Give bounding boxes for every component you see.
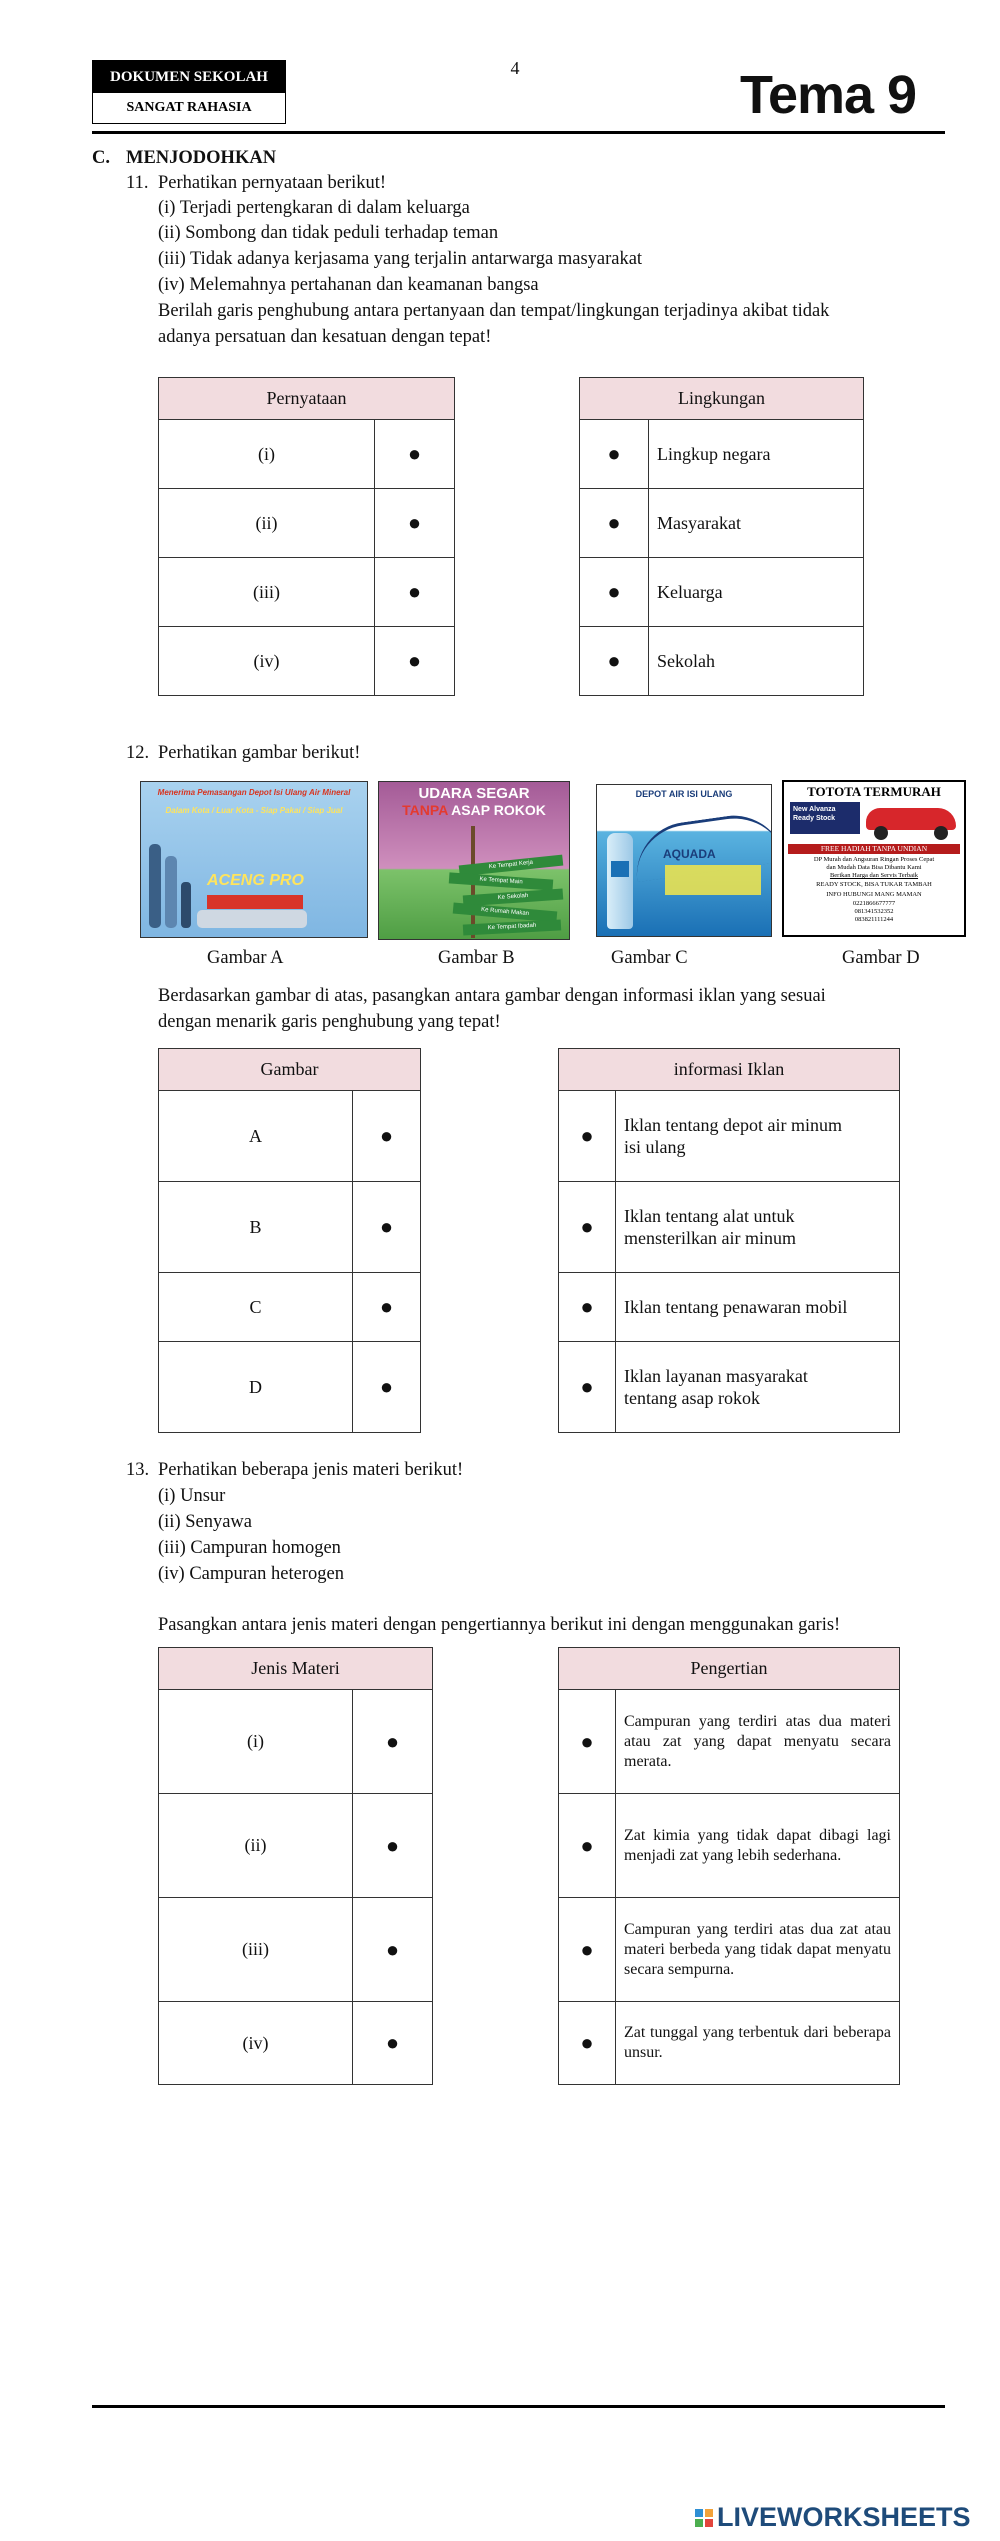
direction-sign: Ke Tempat Kerja [459,855,564,877]
ad-info-cell [616,1182,900,1273]
q11-left-header: Pernyataan [159,378,455,420]
ad-info-cell [616,1342,900,1433]
image-d-line5: READY STOCK, BISA TUKAR TAMBAH [816,881,932,888]
match-dot[interactable]: ● [580,627,649,696]
match-dot[interactable]: ● [375,558,455,627]
filter-parts [197,910,307,928]
section-label: C. [92,148,110,168]
secret-label: SANGAT RAHASIA [126,100,252,115]
match-dot[interactable]: ● [353,1690,433,1794]
definition-cell: Campuran yang terdiri atas dua materi atau zat yang dapat menyatu secara merata. [616,1690,900,1794]
image-d-sub2: Ready Stock [793,815,836,822]
image-a-red-bar [207,895,303,909]
q13-prompt: Perhatikan beberapa jenis materi berikut! [158,1460,464,1480]
match-dot[interactable]: ● [375,489,455,558]
tema-title: Tema 9 [740,65,917,125]
q12-prompt: Perhatikan gambar berikut! [158,743,361,763]
image-d-line1: FREE HADIAH TANPA UNDIAN [788,844,960,854]
match-dot[interactable]: ● [559,1690,616,1794]
match-dot[interactable]: ● [559,1091,616,1182]
image-d-sub1: New Alvanza [793,806,836,813]
liveworksheets-logo[interactable] [695,2502,971,2533]
q11-right-table [579,377,864,696]
image-label-cell: C [159,1273,353,1342]
definition-cell: Zat kimia yang tidak dapat dibagi lagi menjadi zat yang lebih sederhana. [616,1794,900,1898]
doc-label: DOKUMEN SEKOLAH [93,61,285,93]
environment-cell: Masyarakat [649,489,864,558]
q12-left-table [158,1048,421,1433]
match-dot[interactable]: ● [353,1794,433,1898]
q13-right-table [558,1647,900,2085]
liveworksheets-icon [695,2509,713,2527]
image-label-cell: A [159,1091,353,1182]
header-rule [92,131,945,134]
ad-info-cell [616,1091,900,1182]
match-dot[interactable]: ● [580,420,649,489]
material-cell: (i) [159,1690,353,1794]
match-dot[interactable]: ● [580,558,649,627]
q11-number: 11. [126,173,149,193]
direction-sign: Ke Tempat Ibadah [463,919,561,935]
statement-cell: (iv) [159,627,375,696]
footer-rule [92,2405,945,2408]
match-dot[interactable]: ● [559,2002,616,2085]
match-dot[interactable]: ● [353,2002,433,2085]
image-d-line4: Berikan Harga dan Servis Terbaik [829,872,919,879]
image-c-caption: Gambar C [611,948,688,968]
car-wheel [874,826,888,840]
statement-cell: (ii) [159,489,375,558]
image-b-title2a: TANPA [402,802,448,818]
match-dot[interactable]: ● [375,627,455,696]
image-a-brand: ACENG PRO [207,872,304,889]
material-cell: (iii) [159,1898,353,2002]
image-d-line3: dan Mudah Data Bisa Dibantu Kami [826,864,922,871]
environment-cell: Lingkup negara [649,420,864,489]
image-d-line6: INFO HUBUNGI MANG MAMAN [826,891,922,898]
image-d-line2: DP Murah dan Angsuran Ringan Proses Cepat [813,856,935,863]
q11-item: (iii) Tidak adanya kerjasama yang terjalin antarwarga masyarakat [158,249,643,269]
q11-instruction: Berilah garis penghubung antara pertanyaan dan tempat/lingkungan terjadinya akibat tidak [158,301,830,321]
q13-number: 13. [126,1460,150,1480]
statement-cell: (iii) [159,558,375,627]
direction-sign: Ke Sekolah [463,889,564,907]
ad-info-line: tentang asap rokok [624,1388,760,1408]
q12-instruction: Berdasarkan gambar di atas, pasangkan antara gambar dengan informasi iklan yang sesuai [158,986,826,1006]
image-c-title: DEPOT AIR ISI ULANG [635,789,733,799]
match-dot[interactable]: ● [559,1794,616,1898]
q12-left-header: Gambar [159,1049,421,1091]
image-label-cell: D [159,1342,353,1433]
match-dot[interactable]: ● [353,1273,421,1342]
definition-cell: Campuran yang terdiri atas dua zat atau materi berbeda yang tidak dapat menyatu secara sempurna. [616,1898,900,2002]
environment-cell: Sekolah [649,627,864,696]
match-dot[interactable]: ● [353,1898,433,2002]
q13-item: (iii) Campuran homogen [158,1538,341,1558]
ad-info-line: mensterilkan air minum [624,1228,796,1248]
image-d-badge [790,802,860,834]
image-b-no-smoking-ad [378,781,570,940]
image-b-title2b: ASAP ROKOK [451,802,546,818]
image-b-title2 [379,802,569,818]
q12-right-header: informasi Iklan [559,1049,900,1091]
filter-tube [165,856,177,928]
statement-cell: (i) [159,420,375,489]
q11-right-header: Lingkungan [580,378,864,420]
q13-item: (ii) Senyawa [158,1512,253,1532]
liveworksheets-brand: LIVEWORKSHEETS [717,2502,971,2532]
match-dot[interactable]: ● [375,420,455,489]
q13-item: (i) Unsur [158,1486,226,1506]
material-cell: (iv) [159,2002,353,2085]
image-a-water-filter-ad [140,781,368,938]
match-dot[interactable]: ● [580,489,649,558]
q12-right-table [558,1048,900,1433]
image-d-caption: Gambar D [842,948,920,968]
image-a-line1: Menerima Pemasangan Depot Isi Ulang Air Mineral [157,788,351,797]
q13-item: (iv) Campuran heterogen [158,1564,344,1584]
car-wheel [934,826,948,840]
ad-info-line: Iklan tentang alat untuk [624,1206,795,1226]
image-b-title1: UDARA SEGAR [418,785,530,802]
ad-info-line: isi ulang [624,1137,686,1157]
image-d-phone: 081341532352 [854,908,894,915]
gallon-label [611,861,629,877]
q13-left-table [158,1647,433,2085]
image-a-caption: Gambar A [207,948,284,968]
ad-info-line: Iklan tentang penawaran mobil [624,1297,848,1317]
water-gallon [607,833,633,929]
image-label-cell: B [159,1182,353,1273]
q13-instruction: Pasangkan antara jenis materi dengan pengertiannya berikut ini dengan menggunakan garis! [158,1615,841,1635]
page-number: 4 [510,58,520,78]
image-d-title: TOTOTA TERMURAH [807,784,941,799]
image-d-car-ad [782,780,966,937]
q13-right-header: Pengertian [559,1648,900,1690]
image-c-info-block [665,865,761,895]
image-a-line2: Dalam Kota / Luar Kota - Siap Pakai / Siap Jual [165,806,343,815]
match-dot[interactable]: ● [353,1342,421,1433]
material-cell: (ii) [159,1794,353,1898]
image-b-caption: Gambar B [438,948,515,968]
section-title: MENJODOHKAN [126,148,277,168]
image-c-water-depot-ad [596,784,772,937]
q11-item: (iv) Melemahnya pertahanan dan keamanan bangsa [158,275,539,295]
definition-cell: Zat tunggal yang terbentuk dari beberapa unsur. [616,2002,900,2085]
q12-instruction: dengan menarik garis penghubung yang tepat! [158,1012,501,1032]
match-dot[interactable]: ● [559,1182,616,1273]
q12-number: 12. [126,743,150,763]
match-dot[interactable]: ● [353,1182,421,1273]
match-dot[interactable]: ● [559,1898,616,2002]
match-dot[interactable]: ● [559,1342,616,1433]
image-d-phone: 0221866677777 [852,900,896,907]
ad-info-line: Iklan tentang depot air minum [624,1115,842,1135]
direction-sign: Ke Tempat Main [449,872,554,890]
filter-tube [181,882,191,928]
direction-sign: Ke Rumah Makan [453,902,558,922]
ad-info-line: Iklan layanan masyarakat [624,1366,808,1386]
match-dot[interactable]: ● [353,1091,421,1182]
match-dot[interactable]: ● [559,1273,616,1342]
q13-left-header: Jenis Materi [159,1648,433,1690]
q11-instruction: adanya persatuan dan kesatuan dengan tepat! [158,327,492,347]
q11-prompt: Perhatikan pernyataan berikut! [158,173,387,193]
image-c-brand: AQUADA [663,847,716,861]
q11-left-table [158,377,455,696]
ad-info-cell [616,1273,900,1342]
document-label-box [92,60,286,124]
filter-tube [149,844,161,928]
image-d-phone: 083821111244 [854,916,894,923]
q11-item: (i) Terjadi pertengkaran di dalam keluarga [158,198,470,218]
q11-item: (ii) Sombong dan tidak peduli terhadap teman [158,223,499,243]
environment-cell: Keluarga [649,558,864,627]
